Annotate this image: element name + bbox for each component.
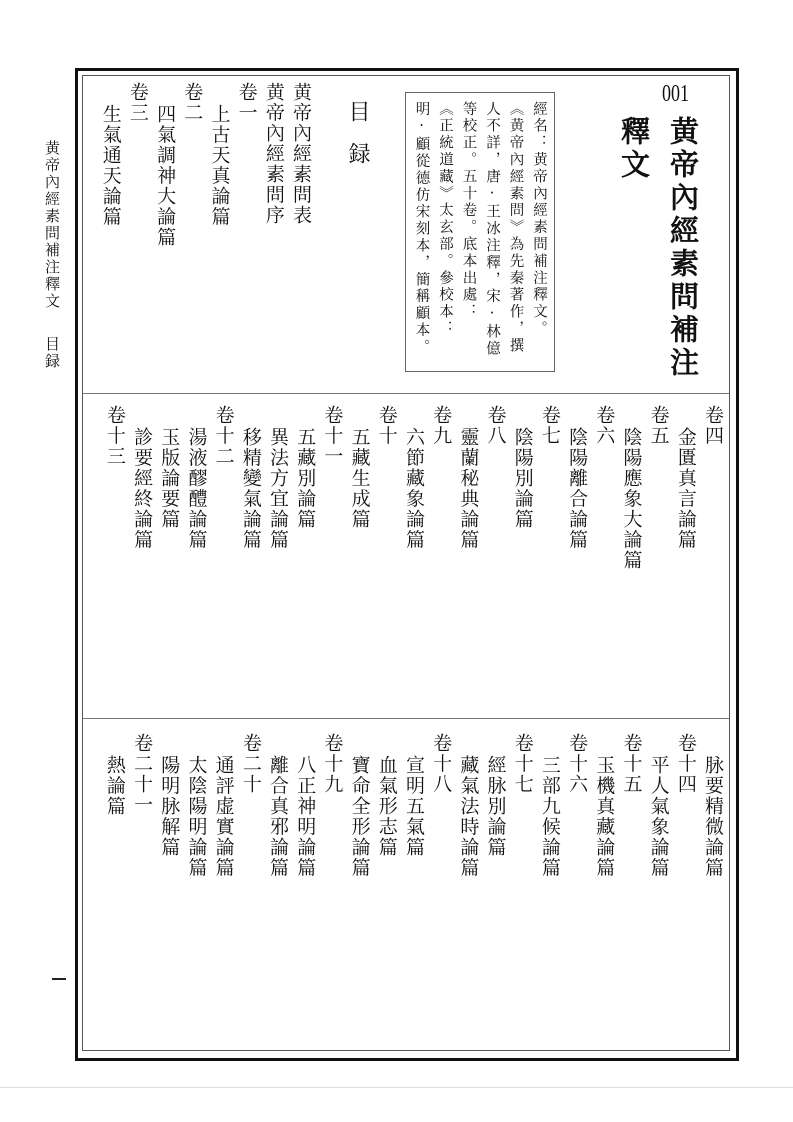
- toc-entry-chapter: 三部九候論篇: [538, 755, 561, 878]
- toc-entry-volume: 卷二十一: [131, 733, 154, 815]
- info-box-line: 《黄帝內經素問》為先秦著作，撰: [507, 101, 524, 355]
- toc-section-bottom: [96, 733, 726, 878]
- toc-entry-volume: 卷九: [430, 405, 453, 446]
- toc-entry-chapter: 異法方宜論篇: [267, 427, 289, 550]
- toc-entry-chapter: 陰陽離合論篇: [566, 427, 589, 550]
- toc-entry-chapter: 八正神明論篇: [294, 755, 317, 878]
- toc-entry-chapter: 移精變氣論篇: [239, 427, 262, 550]
- toc-entry-volume: 卷十: [375, 405, 398, 446]
- toc-entry-chapter: 五藏別論篇: [294, 427, 317, 530]
- toc-entry-volume: 卷二: [181, 82, 204, 123]
- info-box-line: 經名：黄帝內經素問補注釋文。: [531, 101, 547, 338]
- toc-entry-chapter: 四氣調神大論篇: [154, 104, 177, 248]
- info-box-line: 等校正。五十卷。底本出處：: [460, 101, 477, 321]
- toc-entry-chapter: 離合真邪論篇: [267, 755, 289, 878]
- toc-entry-volume: 卷二十: [239, 733, 262, 795]
- toc-entry-volume: 卷十六: [566, 733, 589, 795]
- toc-heading: 目録: [345, 100, 370, 184]
- toc-entry-chapter: 藏氣法時論篇: [457, 755, 480, 878]
- toc-entry-chapter: 血氣形志篇: [375, 755, 398, 858]
- toc-entry-volume: 黄帝內經素問表: [290, 82, 312, 226]
- toc-entry-volume: 卷十八: [430, 733, 453, 795]
- toc-entry-chapter: 平人氣象論篇: [647, 755, 670, 878]
- toc-entry-volume: 卷三: [126, 82, 149, 123]
- toc-entry-chapter: 經脉別論篇: [484, 755, 507, 858]
- section-divider-bottom: [83, 718, 729, 719]
- toc-entry-chapter: 熱論篇: [103, 755, 126, 817]
- running-head-title: 黄帝內經素問補注釋文: [43, 140, 61, 310]
- toc-entry-volume: 卷六: [593, 405, 616, 446]
- toc-entry-volume: 卷八: [484, 405, 507, 446]
- toc-entry-chapter: 五藏生成篇: [348, 427, 371, 530]
- toc-entry-chapter: 湯液醪醴論篇: [185, 427, 208, 550]
- info-box: [405, 92, 555, 372]
- toc-entry-volume: 卷一: [235, 82, 258, 123]
- toc-entry-chapter: 玉版論要篇: [158, 427, 181, 530]
- toc-entry-chapter: 玉機真藏論篇: [593, 755, 616, 878]
- section-divider-top: [83, 393, 729, 394]
- toc-entry-volume: 卷七: [538, 405, 561, 446]
- toc-entry-chapter: 六節藏象論篇: [402, 427, 425, 550]
- toc-section-top: [96, 82, 314, 248]
- toc-entry-volume: 卷十七: [511, 733, 534, 795]
- toc-entry-volume: 卷十一: [321, 405, 344, 467]
- toc-entry-volume: 卷四: [702, 405, 724, 446]
- toc-entry-chapter: 寶命全形論篇: [348, 755, 371, 878]
- toc-entry-chapter: 靈蘭秘典論篇: [457, 427, 480, 550]
- info-box-line: 《正統道藏》太玄部。參校本：: [437, 101, 453, 338]
- toc-entry-volume: 卷十九: [321, 733, 344, 795]
- book-title: 黄帝內經素問補注: [666, 116, 700, 380]
- book-number: 001: [662, 81, 689, 107]
- toc-entry-chapter: 上古天真論篇: [208, 104, 231, 227]
- toc-entry-chapter: 通評虚實論篇: [212, 755, 235, 878]
- toc-entry-chapter: 陰陽別論篇: [511, 427, 534, 530]
- toc-entry-chapter: 太陰陽明論篇: [185, 755, 208, 878]
- info-box-line: 明·顧從德仿宋刻本，簡稱顧本。: [413, 101, 430, 356]
- toc-entry-chapter: 金匱真言論篇: [674, 427, 697, 550]
- toc-section-middle: [96, 405, 726, 571]
- toc-entry-chapter: 脉要精微論篇: [702, 755, 724, 878]
- page-edge-line: [0, 1087, 793, 1088]
- toc-entry-chapter: 診要經終論篇: [131, 427, 154, 550]
- toc-entry-volume: 黄帝內經素問序: [262, 82, 285, 226]
- info-box-line: 人不詳，唐·王冰注釋，宋·林億: [484, 101, 500, 358]
- folio-page-number-mark: [52, 978, 66, 980]
- running-head: [43, 140, 61, 370]
- toc-entry-volume: 卷十三: [103, 405, 126, 467]
- book-subtitle: 釋文: [617, 116, 651, 182]
- toc-entry-volume: 卷十五: [620, 733, 643, 795]
- toc-entry-chapter: 陽明脉解篇: [158, 755, 181, 858]
- toc-entry-chapter: 宣明五氣篇: [402, 755, 425, 858]
- running-head-section: 目録: [43, 336, 61, 370]
- toc-entry-volume: 卷十四: [674, 733, 697, 795]
- toc-entry-volume: 卷十二: [212, 405, 235, 467]
- toc-entry-volume: 卷五: [647, 405, 670, 446]
- toc-entry-chapter: 陰陽應象大論篇: [620, 427, 643, 571]
- toc-entry-chapter: 生氣通天論篇: [99, 104, 122, 227]
